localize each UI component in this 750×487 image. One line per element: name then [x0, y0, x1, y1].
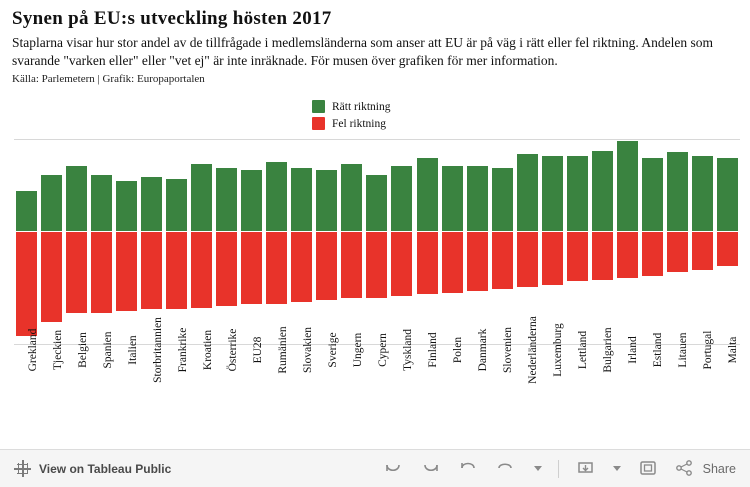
- x-axis-label: Polen: [452, 336, 465, 364]
- bar-column[interactable]: [415, 139, 440, 345]
- x-axis-label: Luxemburg: [552, 323, 565, 377]
- bar-segment-wrong-direction[interactable]: [341, 231, 362, 298]
- bar-segment-right-direction[interactable]: [66, 166, 87, 231]
- x-axis-label-cell: [364, 333, 389, 432]
- legend-swatch-red: [312, 117, 325, 130]
- x-axis-label: Bulgarien: [602, 327, 615, 373]
- bar-column[interactable]: [189, 139, 214, 345]
- bar-segment-wrong-direction[interactable]: [492, 231, 513, 289]
- x-axis-label: Kroatien: [201, 329, 214, 371]
- bar-segment-wrong-direction[interactable]: [467, 231, 488, 291]
- x-axis-label-cell: [389, 329, 414, 432]
- x-axis-label-cell: [14, 328, 39, 432]
- chart-plot-area: [0, 139, 750, 345]
- bar-segment-right-direction[interactable]: [442, 166, 463, 231]
- bar-segment-right-direction[interactable]: [91, 175, 112, 231]
- bar-segment-right-direction[interactable]: [617, 141, 638, 231]
- bar-column[interactable]: [164, 139, 189, 345]
- bar-segment-wrong-direction[interactable]: [442, 231, 463, 293]
- viz-footer-toolbar[interactable]: [0, 449, 750, 487]
- bar-segment-wrong-direction[interactable]: [692, 231, 713, 270]
- chevron-down-icon[interactable]: [534, 466, 542, 471]
- x-axis-label-cell: [139, 317, 164, 432]
- x-axis-label-cell: [39, 329, 64, 432]
- x-axis-label: Irland: [627, 336, 640, 364]
- bar-segment-wrong-direction[interactable]: [417, 231, 438, 294]
- chart-header: [0, 0, 750, 85]
- bar-column[interactable]: [239, 139, 264, 345]
- x-axis-label-cell: [590, 327, 615, 432]
- share-label: Share: [702, 461, 736, 476]
- bar-column[interactable]: [690, 139, 715, 345]
- bar-segment-wrong-direction[interactable]: [592, 231, 613, 280]
- bar-segment-right-direction[interactable]: [266, 162, 287, 231]
- tableau-logo-icon: [14, 460, 31, 477]
- page-title: Synen på EU:s utveckling hösten 2017: [12, 8, 332, 29]
- bar-segment-right-direction[interactable]: [391, 166, 412, 231]
- bar-segment-right-direction[interactable]: [141, 177, 162, 231]
- bar-segment-right-direction[interactable]: [417, 158, 438, 231]
- x-axis-label: Belgien: [76, 332, 89, 368]
- bar-segment-right-direction[interactable]: [16, 191, 37, 231]
- view-on-tableau-public[interactable]: [14, 460, 171, 477]
- x-axis-label-cell: [565, 330, 590, 432]
- view-on-tableau-public-label: View on Tableau Public: [39, 461, 172, 476]
- bar-column[interactable]: [364, 139, 389, 345]
- bar-segment-wrong-direction[interactable]: [191, 231, 212, 308]
- x-axis-label: Litauen: [677, 332, 690, 368]
- legend-item-right-direction[interactable]: [312, 100, 390, 113]
- bar-segment-wrong-direction[interactable]: [316, 231, 337, 300]
- bar-segment-wrong-direction[interactable]: [216, 231, 237, 306]
- x-axis-label: Nederländerna: [527, 316, 540, 384]
- x-axis-label: EU28: [251, 336, 264, 364]
- bar-segment-wrong-direction[interactable]: [542, 231, 563, 285]
- legend-label-right-direction: Rätt riktning: [332, 100, 391, 113]
- x-axis-label-cell: [339, 332, 364, 432]
- bar-segment-right-direction[interactable]: [717, 158, 738, 231]
- bar-segment-wrong-direction[interactable]: [517, 231, 538, 287]
- download-icon[interactable]: [575, 459, 597, 479]
- bar-segment-right-direction[interactable]: [667, 152, 688, 231]
- x-axis-label: Tjeckien: [51, 329, 64, 371]
- legend-swatch-green: [312, 100, 325, 113]
- x-axis-label-cell: [264, 326, 289, 432]
- bar-segment-wrong-direction[interactable]: [91, 231, 112, 313]
- x-axis-label: Finland: [427, 332, 440, 368]
- bar-segment-wrong-direction[interactable]: [141, 231, 162, 309]
- x-axis-label-cell: [465, 328, 490, 432]
- bar-segment-right-direction[interactable]: [191, 164, 212, 231]
- bar-segment-right-direction[interactable]: [492, 168, 513, 231]
- x-axis-label-cell: [64, 332, 89, 432]
- x-axis-label-cell: [314, 332, 339, 432]
- x-axis-label: Italien: [126, 335, 139, 365]
- bar-segment-right-direction[interactable]: [542, 156, 563, 231]
- x-axis-label-cell: [490, 327, 515, 432]
- revert-icon[interactable]: [458, 459, 480, 479]
- bar-segment-right-direction[interactable]: [692, 156, 713, 231]
- bar-column[interactable]: [590, 139, 615, 345]
- x-axis-label: Rumänien: [276, 326, 289, 374]
- redo-icon[interactable]: [420, 459, 442, 479]
- chart-source: Källa: Parlemetern | Grafik: Europaportalen: [12, 72, 205, 85]
- bar-segment-wrong-direction[interactable]: [41, 231, 62, 322]
- x-axis-label-cell: [715, 336, 740, 432]
- bar-segment-right-direction[interactable]: [642, 158, 663, 231]
- x-axis-label-cell: [540, 323, 565, 432]
- bar-column[interactable]: [440, 139, 465, 345]
- x-axis-label-cell: [615, 336, 640, 432]
- x-axis-labels: [14, 316, 740, 432]
- x-axis-label-cell: [665, 332, 690, 432]
- bar-column[interactable]: [264, 139, 289, 345]
- x-axis-label: Cypern: [376, 333, 389, 367]
- x-axis-label-cell: [164, 327, 189, 432]
- bar-segment-right-direction[interactable]: [592, 151, 613, 232]
- zero-baseline: [14, 231, 740, 232]
- x-axis-label: Storbritannien: [151, 317, 164, 383]
- bar-segment-wrong-direction[interactable]: [717, 231, 738, 266]
- bar-segment-wrong-direction[interactable]: [291, 231, 312, 302]
- x-axis-label-cell: [289, 327, 314, 432]
- x-axis-label: Ungern: [351, 332, 364, 368]
- bar-segment-right-direction[interactable]: [341, 164, 362, 231]
- bar-column[interactable]: [314, 139, 339, 345]
- x-axis-label: Malta: [727, 336, 740, 364]
- bar-column[interactable]: [515, 139, 540, 345]
- x-axis-label: Portugal: [702, 330, 715, 370]
- x-axis-label: Sverige: [326, 332, 339, 368]
- fullscreen-icon[interactable]: [637, 459, 659, 479]
- bar-columns[interactable]: [14, 139, 740, 345]
- legend-label-wrong-direction: Fel riktning: [332, 117, 386, 130]
- bar-column[interactable]: [289, 139, 314, 345]
- share-icon: [675, 459, 697, 479]
- bar-column[interactable]: [490, 139, 515, 345]
- bar-column[interactable]: [715, 139, 740, 345]
- bar-segment-right-direction[interactable]: [41, 175, 62, 231]
- x-axis-label-cell: [515, 316, 540, 432]
- bar-column[interactable]: [615, 139, 640, 345]
- bar-segment-right-direction[interactable]: [467, 166, 488, 231]
- x-axis-label: Danmark: [477, 328, 490, 372]
- chart-legend: [312, 100, 390, 130]
- x-axis-label-cell: [189, 329, 214, 432]
- x-axis-label: Grekland: [26, 328, 39, 372]
- x-axis-label-cell: [114, 335, 139, 432]
- x-axis-label: Lettland: [577, 330, 590, 370]
- x-axis-label: Spanien: [101, 331, 114, 369]
- bar-segment-wrong-direction[interactable]: [166, 231, 187, 309]
- bar-column[interactable]: [39, 139, 64, 345]
- bar-segment-wrong-direction[interactable]: [266, 231, 287, 304]
- bar-column[interactable]: [114, 139, 139, 345]
- toolbar-divider: [558, 460, 559, 478]
- bar-segment-wrong-direction[interactable]: [16, 231, 37, 336]
- bar-segment-right-direction[interactable]: [166, 179, 187, 231]
- bar-segment-wrong-direction[interactable]: [667, 231, 688, 272]
- x-axis-label-cell: [239, 336, 264, 432]
- bar-segment-wrong-direction[interactable]: [116, 231, 137, 311]
- bar-segment-right-direction[interactable]: [116, 181, 137, 231]
- footer-controls[interactable]: [382, 459, 736, 479]
- x-axis-label: Estland: [652, 332, 665, 368]
- bar-segment-wrong-direction[interactable]: [567, 231, 588, 281]
- bar-segment-wrong-direction[interactable]: [642, 231, 663, 276]
- legend-item-wrong-direction[interactable]: [312, 117, 390, 130]
- bar-column[interactable]: [89, 139, 114, 345]
- bar-column[interactable]: [465, 139, 490, 345]
- bar-segment-right-direction[interactable]: [567, 156, 588, 231]
- x-axis-label: Tyskland: [401, 329, 414, 371]
- bar-column[interactable]: [64, 139, 89, 345]
- x-axis-label: Slovenien: [502, 327, 515, 373]
- bar-segment-right-direction[interactable]: [216, 168, 237, 231]
- bar-column[interactable]: [139, 139, 164, 345]
- bar-segment-wrong-direction[interactable]: [617, 231, 638, 278]
- bar-column[interactable]: [339, 139, 364, 345]
- bar-column[interactable]: [214, 139, 239, 345]
- x-axis-label-cell: [690, 330, 715, 432]
- x-axis-label-cell: [89, 331, 114, 432]
- share-button[interactable]: [675, 459, 736, 479]
- bar-column[interactable]: [565, 139, 590, 345]
- bar-column[interactable]: [640, 139, 665, 345]
- x-axis-label-cell: [640, 332, 665, 432]
- bar-segment-right-direction[interactable]: [291, 168, 312, 231]
- chart-subtitle: Staplarna visar hur stor andel av de tillfrågade i medlemsländerna som anser att EU är på väg i rätt eller fel riktning. Andelen som svarande "varken eller" eller "vet ej" är inte inräknade. För musen över grafiken för mer information.: [12, 35, 714, 68]
- bar-column[interactable]: [540, 139, 565, 345]
- bar-segment-wrong-direction[interactable]: [366, 231, 387, 298]
- bar-column[interactable]: [665, 139, 690, 345]
- bar-segment-right-direction[interactable]: [366, 175, 387, 231]
- bar-column[interactable]: [389, 139, 414, 345]
- x-axis-label: Frankrike: [176, 327, 189, 373]
- bar-segment-right-direction[interactable]: [316, 170, 337, 231]
- x-axis-label: Österrike: [226, 328, 239, 372]
- bar-segment-right-direction[interactable]: [241, 170, 262, 231]
- x-axis-label-cell: [214, 328, 239, 432]
- x-axis-label: Slovakien: [301, 327, 314, 373]
- x-axis-label-cell: [415, 332, 440, 432]
- download-chevron-icon[interactable]: [613, 466, 621, 471]
- undo-icon[interactable]: [382, 459, 404, 479]
- refresh-icon[interactable]: [496, 459, 518, 479]
- bar-segment-wrong-direction[interactable]: [241, 231, 262, 304]
- bar-segment-wrong-direction[interactable]: [391, 231, 412, 296]
- bar-column[interactable]: [14, 139, 39, 345]
- bar-segment-wrong-direction[interactable]: [66, 231, 87, 313]
- x-axis-label-cell: [440, 336, 465, 432]
- bar-segment-right-direction[interactable]: [517, 154, 538, 231]
